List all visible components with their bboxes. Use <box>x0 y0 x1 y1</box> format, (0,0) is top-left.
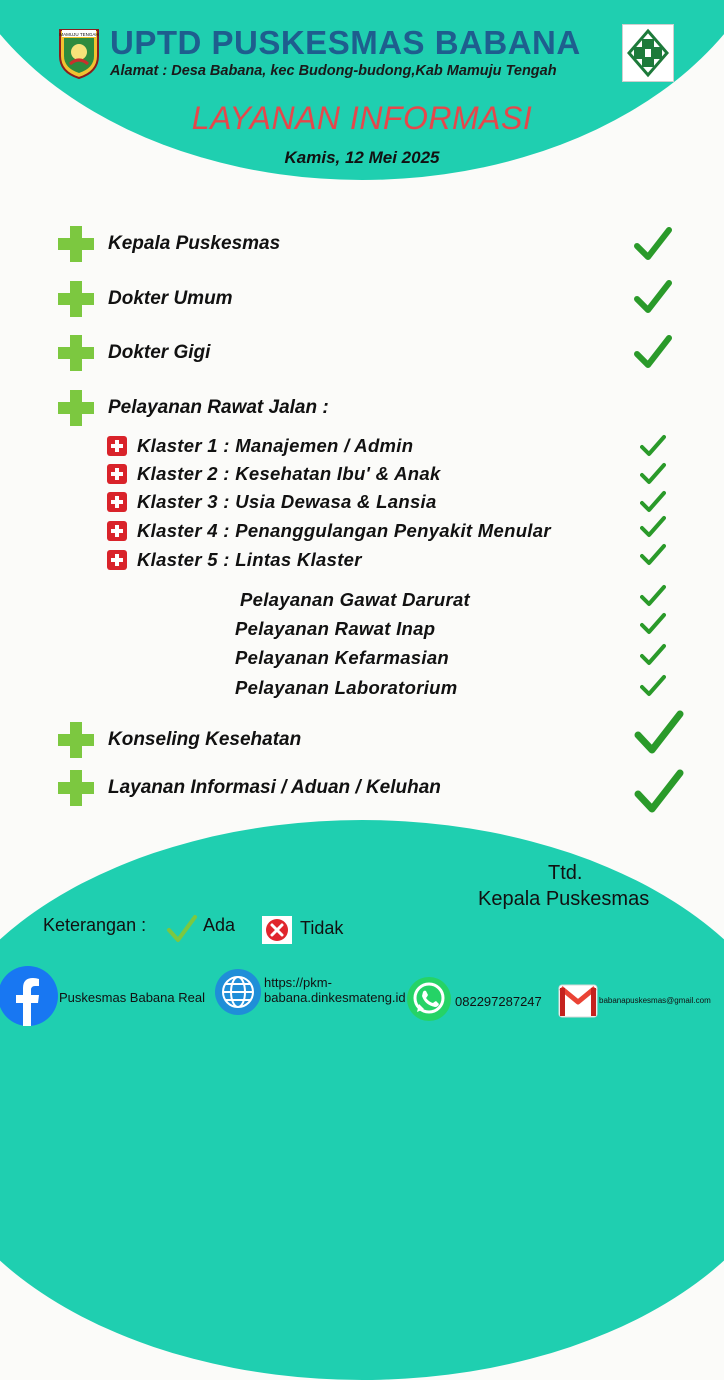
date: Kamis, 12 Mei 2025 <box>284 148 440 167</box>
service-item <box>56 224 280 264</box>
green-plus-icon <box>56 224 96 264</box>
klaster-item <box>107 549 362 571</box>
section-heading: LAYANAN INFORMASI <box>191 100 533 136</box>
address: Alamat : Desa Babana, kec Budong-budong,Kab Mamuju Tengah <box>110 63 557 79</box>
green-plus-icon <box>56 768 96 808</box>
check-icon <box>640 543 666 567</box>
service-item <box>56 768 441 808</box>
legend-check-icon <box>166 914 198 944</box>
service-label: Dokter Gigi <box>108 342 211 363</box>
check-icon <box>634 709 684 757</box>
klaster-label: Klaster 1 : Manajemen / Admin <box>137 435 414 456</box>
green-plus-icon <box>56 720 96 760</box>
legend-cross-icon <box>262 916 292 944</box>
other-service-label: Pelayanan Gawat Darurat <box>240 589 471 610</box>
facebook-link[interactable]: Puskesmas Babana Real <box>59 990 205 1005</box>
check-icon <box>634 226 672 262</box>
check-icon <box>634 334 672 370</box>
puskesmas-cross-icon <box>623 25 673 81</box>
red-cross-icon <box>107 492 127 512</box>
check-icon <box>640 462 666 486</box>
check-icon <box>640 674 666 698</box>
phone-number[interactable]: 082297287247 <box>455 994 542 1009</box>
green-plus-icon <box>56 388 96 428</box>
check-icon <box>640 490 666 514</box>
legend-no: Tidak <box>300 918 344 938</box>
klaster-item <box>107 520 551 542</box>
website-link[interactable]: https://pkm-babana.dinkesmateng.id <box>264 975 406 1005</box>
check-icon <box>640 643 666 667</box>
green-plus-icon <box>56 333 96 373</box>
gmail-icon[interactable] <box>558 984 598 1018</box>
signature-role: Kepala Puskesmas <box>478 888 650 910</box>
service-item <box>56 333 210 373</box>
service-label: Dokter Umum <box>108 288 233 309</box>
check-icon <box>640 515 666 539</box>
klaster-item <box>107 463 441 485</box>
red-cross-icon <box>107 550 127 570</box>
other-service-label: Pelayanan Kefarmasian <box>235 647 450 668</box>
service-label: Pelayanan Rawat Jalan : <box>108 397 329 418</box>
check-icon <box>640 584 666 608</box>
service-label: Layanan Informasi / Aduan / Keluhan <box>108 777 441 798</box>
service-label: Kepala Puskesmas <box>108 233 281 254</box>
check-icon <box>640 434 666 458</box>
legend-yes: Ada <box>203 915 236 935</box>
red-cross-icon <box>107 436 127 456</box>
service-item <box>56 720 301 760</box>
service-label: Konseling Kesehatan <box>108 729 302 750</box>
other-service-label: Pelayanan Laboratorium <box>235 677 458 698</box>
green-plus-icon <box>56 279 96 319</box>
other-service-label: Pelayanan Rawat Inap <box>235 618 436 639</box>
service-item <box>56 388 329 428</box>
signature-ttd: Ttd. <box>548 862 583 884</box>
logo-text: MAMUJU TENGAH <box>59 32 99 37</box>
check-icon <box>640 612 666 636</box>
red-cross-icon <box>107 464 127 484</box>
regency-logo-icon <box>56 26 102 80</box>
check-icon <box>634 279 672 315</box>
klaster-label: Klaster 3 : Usia Dewasa & Lansia <box>137 491 437 512</box>
klaster-label: Klaster 4 : Penanggulangan Penyakit Menular <box>137 520 551 541</box>
puskesmas-logo <box>622 24 674 82</box>
legend-label: Keterangan : <box>43 915 147 935</box>
email-address[interactable]: babanapuskesmas@gmail.com <box>599 996 711 1005</box>
page-title: UPTD PUSKESMAS BABANA <box>110 24 581 61</box>
check-icon <box>634 768 684 816</box>
globe-icon[interactable] <box>214 968 262 1016</box>
facebook-icon[interactable] <box>0 966 58 1026</box>
klaster-label: Klaster 2 : Kesehatan Ibu' & Anak <box>137 463 441 484</box>
klaster-label: Klaster 5 : Lintas Klaster <box>137 549 362 570</box>
service-item <box>56 279 233 319</box>
klaster-item <box>107 435 413 457</box>
whatsapp-icon[interactable] <box>406 976 452 1022</box>
klaster-item <box>107 491 437 513</box>
red-cross-icon <box>107 521 127 541</box>
